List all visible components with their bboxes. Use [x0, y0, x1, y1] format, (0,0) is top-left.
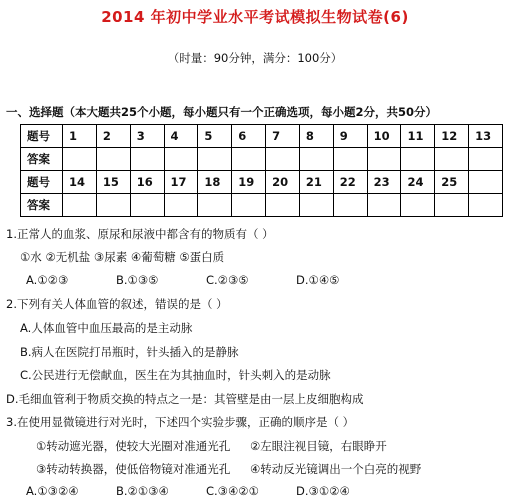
grid-row-answers-1 [21, 148, 503, 171]
grid-row-numbers-1 [21, 125, 503, 148]
grid-cell-answer [299, 148, 333, 171]
grid-cell-number: 20 [266, 171, 300, 194]
grid-cell-number: 9 [333, 125, 367, 148]
question-1-items: ①水 ②无机盐 ③尿素 ④葡萄糖 ⑤蛋白质 [20, 250, 225, 264]
question-2-choice-a: A.人体血管中血压最高的是主动脉 [20, 321, 193, 335]
grid-cell-answer [333, 194, 367, 217]
question-3-stem: 3.在使用显微镜进行对光时，下述四个实验步骤，正确的顺序是（ ） [6, 415, 355, 429]
question-2-choice-c: C.公民进行无偿献血，医生在为其抽血时，针头刺入的是动脉 [20, 368, 331, 382]
grid-cell-number: 12 [435, 125, 469, 148]
grid-cell-answer [401, 194, 435, 217]
question-1-stem: 1.正常人的血浆、原尿和尿液中都含有的物质有（ ） [6, 227, 274, 241]
grid-cell-number: 25 [435, 171, 469, 194]
grid-cell-answer [130, 194, 164, 217]
grid-cell-number: 6 [232, 125, 266, 148]
grid-cell-answer [435, 194, 469, 217]
grid-cell-answer [63, 194, 97, 217]
grid-cell-number: 4 [164, 125, 198, 148]
grid-row-header: 题号 [21, 171, 63, 194]
grid-cell-number: 22 [333, 171, 367, 194]
grid-cell-number: 24 [401, 171, 435, 194]
grid-cell-answer [164, 148, 198, 171]
grid-cell-answer [401, 148, 435, 171]
grid-cell-answer [333, 148, 367, 171]
question-3-step-4: ④转动反光镜调出一个白亮的视野 [250, 462, 422, 476]
grid-cell-answer [232, 194, 266, 217]
question-3-choice-c: C.③④②① [206, 484, 259, 498]
page-title: 2014 年初中学业水平考试模拟生物试卷(6) [101, 8, 409, 26]
exam-info: （时量：90分钟，满分：100分） [167, 51, 343, 65]
grid-row-header: 题号 [21, 125, 63, 148]
question-3-step-1: ①转动遮光器，使较大光圈对准通光孔 [36, 439, 231, 453]
question-3-step-2: ②左眼注视目镜，右眼睁开 [250, 439, 387, 453]
question-1-choice-d: D.①④⑤ [296, 273, 340, 287]
grid-cell-number: 15 [96, 171, 130, 194]
question-1-choice-a: A.①②③ [26, 273, 69, 287]
grid-cell-number: 21 [299, 171, 333, 194]
grid-cell-number: 7 [266, 125, 300, 148]
grid-cell-number: 16 [130, 171, 164, 194]
grid-cell-number: 11 [401, 125, 435, 148]
grid-cell-answer [96, 194, 130, 217]
grid-cell-number: 19 [232, 171, 266, 194]
grid-cell-answer [63, 148, 97, 171]
grid-cell-number [469, 171, 503, 194]
question-1-choice-c: C.②③⑤ [206, 273, 249, 287]
grid-cell-number: 17 [164, 171, 198, 194]
question-3-choice-d: D.③①②④ [296, 484, 350, 498]
grid-row-header: 答案 [21, 194, 63, 217]
question-3-step-3: ③转动转换器，使低倍物镜对准通光孔 [36, 462, 231, 476]
grid-cell-answer [469, 194, 503, 217]
grid-cell-number: 18 [198, 171, 232, 194]
grid-cell-answer [266, 194, 300, 217]
question-2-choice-d: D.毛细血管利于物质交换的特点之一是：其管壁是由一层上皮细胞构成 [6, 392, 364, 406]
grid-cell-number: 5 [198, 125, 232, 148]
answer-grid [20, 124, 503, 217]
grid-cell-answer [435, 148, 469, 171]
grid-cell-number: 10 [367, 125, 401, 148]
grid-cell-answer [367, 194, 401, 217]
grid-cell-answer [130, 148, 164, 171]
question-1-choice-b: B.①③⑤ [116, 273, 159, 287]
question-2-stem: 2.下列有关人体血管的叙述，错误的是（ ） [6, 297, 228, 311]
grid-row-numbers-2 [21, 171, 503, 194]
grid-cell-number: 2 [96, 125, 130, 148]
grid-cell-number: 3 [130, 125, 164, 148]
grid-row-header: 答案 [21, 148, 63, 171]
grid-cell-answer [469, 148, 503, 171]
grid-cell-answer [198, 194, 232, 217]
grid-cell-answer [232, 148, 266, 171]
grid-cell-number: 14 [63, 171, 97, 194]
grid-row-answers-2 [21, 194, 503, 217]
question-3-choice-b: B.②①③④ [116, 484, 169, 498]
question-2-choice-b: B.病人在医院打吊瓶时，针头插入的是静脉 [20, 345, 239, 359]
grid-cell-answer [96, 148, 130, 171]
grid-cell-number: 8 [299, 125, 333, 148]
grid-cell-answer [198, 148, 232, 171]
grid-cell-number: 13 [469, 125, 503, 148]
grid-cell-number: 23 [367, 171, 401, 194]
grid-cell-answer [164, 194, 198, 217]
grid-cell-answer [367, 148, 401, 171]
grid-cell-answer [266, 148, 300, 171]
section-heading: 一、选择题（本大题共25个小题，每小题只有一个正确选项，每小题2分，共50分） [6, 105, 438, 119]
grid-cell-answer [299, 194, 333, 217]
question-3-choice-a: A.①③②④ [26, 484, 79, 498]
grid-cell-number: 1 [63, 125, 97, 148]
